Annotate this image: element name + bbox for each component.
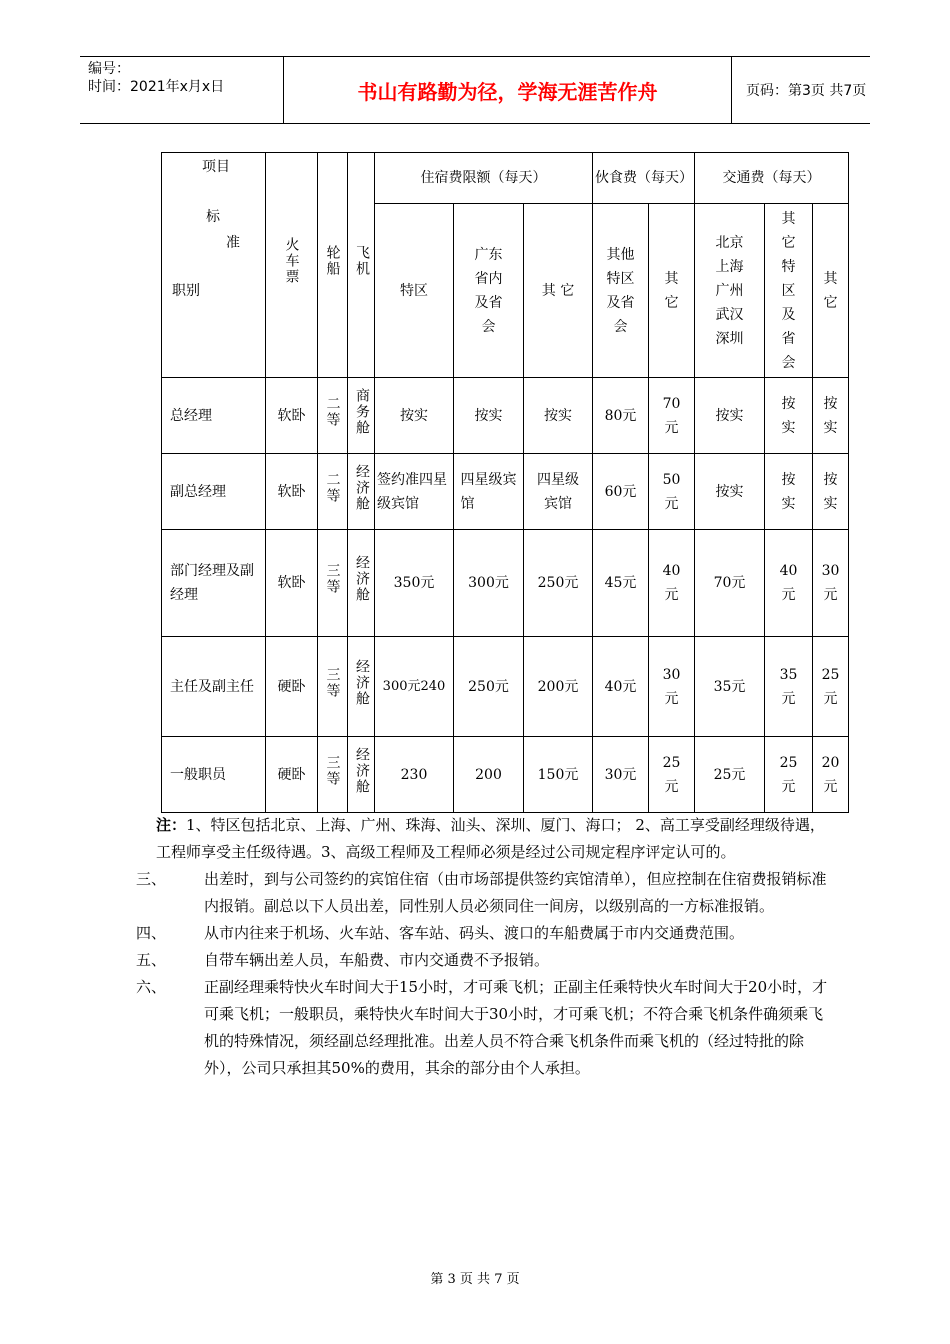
sub-transport-other: 其它 <box>813 204 849 378</box>
header-plane: 飞机 <box>348 153 375 378</box>
header-train: 火车票 <box>266 153 318 378</box>
page-footer: 第 3 页 共 7 页 <box>430 1272 520 1287</box>
sub-lodging-special: 特区 <box>375 204 454 378</box>
header-ship: 轮船 <box>318 153 348 378</box>
paragraph-6: 六、 正副经理乘特快火车时间大于15小时，才可乘飞机；正副主任乘特快火车时间大于20小时，才可乘飞机；一般职员，乘特快火车时间大于30小时，才可乘飞机；不符合乘飞机条件确须乘飞机的特殊情况，须经副总经理批准。出差人员不符合乘飞机条件而乘飞机的（经过特批的除外），公司只承担其50%的费用，其余的部分由个人承担。 <box>136 978 828 1077</box>
note-text: 1、特区包括北京、上海、广州、珠海、汕头、深圳、厦门、海口； 2、高工享受副经理级待遇，工程师享受主任级待遇。3、高级工程师及工程师必须是经过公司规定程序评定认可的。 <box>156 816 825 861</box>
header-lodging: 住宿费限额（每天） <box>375 153 593 204</box>
table-row: 副总经理 软卧 二等 经济舱 签约准四星级宾馆 四星级宾馆 四星级宾馆 60元 50元 按实 按实 按实 <box>162 454 849 530</box>
sub-meal-other: 其它 <box>649 204 695 378</box>
sub-lodging-other: 其 它 <box>524 204 593 378</box>
paragraph-3: 三、 出差时，到与公司签约的宾馆住宿（由市场部提供签约宾馆清单），但应控制在住宿费报销标准内报销。副总以下人员出差，同性别人员必须同住一间房，以级别高的一方标准报销。 <box>136 870 827 915</box>
table-row: 一般职员 硬卧 三等 经济舱 230 200 150元 30元 25元 25元 25元 20元 <box>162 737 849 813</box>
corner-cell: 项目 标 准 职别 <box>162 153 266 378</box>
header-page-info: 页码：第3页 共7页 <box>746 83 867 99</box>
sub-lodging-guangdong: 广东省内及省会 <box>454 204 524 378</box>
paragraph-4: 四、 从市内往来于机场、火车站、客车站、码头、渡口的车船费属于市内交通费范围。 <box>136 924 745 942</box>
paragraph-5: 五、 自带车辆出差人员，车船费、市内交通费不予报销。 <box>136 951 550 969</box>
table-row: 总经理 软卧 二等 商务舱 按实 按实 按实 80元 70元 按实 按实 按实 <box>162 378 849 454</box>
table-row: 部门经理及副经理 软卧 三等 经济舱 350元 300元 250元 45元 40元 70元 40元 30元 <box>162 530 849 637</box>
header-meta <box>80 57 284 123</box>
time-label: 时间：2021年x月x日 <box>88 79 225 95</box>
note-label: 注： <box>156 816 187 834</box>
header-meal: 伙食费（每天） <box>593 153 695 204</box>
table-row: 主任及副主任 硬卧 三等 经济舱 300元240 250元 200元 40元 30元 35元 35元 25元 <box>162 637 849 737</box>
table-note <box>136 812 836 866</box>
page-header <box>80 56 870 124</box>
header-transport: 交通费（每天） <box>695 153 849 204</box>
sub-transport-cities: 北京上海广州武汉深圳 <box>695 204 765 378</box>
number-label: 编号： <box>88 61 130 77</box>
sub-meal-special: 其他特区及省会 <box>593 204 649 378</box>
header-motto: 书山有路勤为径，学海无涯苦作舟 <box>284 57 732 123</box>
travel-expense-table <box>161 152 849 813</box>
sub-transport-special: 其它特区及省会 <box>765 204 813 378</box>
notes-section <box>136 812 836 1082</box>
